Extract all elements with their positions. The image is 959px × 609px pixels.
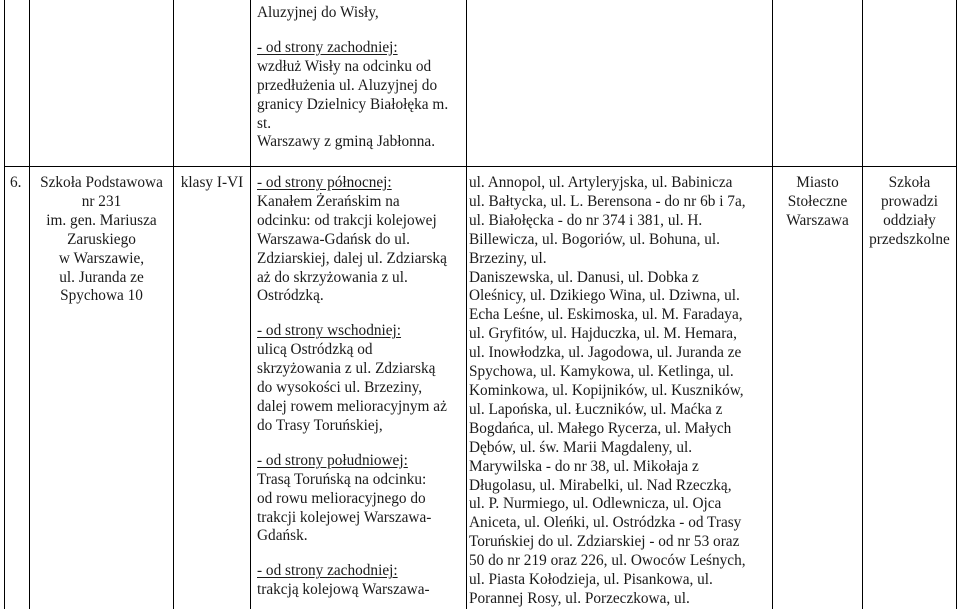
street-line: Kominkowa, ul. Kopijników, ul. Kuszników, [469,381,744,399]
street-line: ul. Lapońska, ul. Łuczników, ul. Maćka z [469,400,723,418]
north-line: Warszawa-Gdańsk do ul. [257,230,410,248]
grid-line-col4 [466,0,467,609]
top-boundary-cell [257,4,462,152]
row-number: 6. [10,174,22,191]
notes-line: przedszkolne [869,230,950,248]
street-line: ul. Bałtycka, ul. L. Berensona - do nr 6b i 7a, [469,192,746,210]
south-line: Gdańsk. [257,527,308,545]
street-line: Porannej Rosy, ul. Porzeczkowa, ul. [469,589,690,607]
school-line: Zaruskiego [67,230,136,248]
notes-cell [863,174,956,250]
body-line: Miasto [796,174,839,191]
notes-line: Szkoła [888,174,931,191]
top-west-line: st. [257,114,272,132]
street-line: Marywilska - do nr 38, ul. Mikołaja z [469,457,699,475]
street-line: ul. P. Nurmiego, ul. Odlewnicza, ul. Ojca [469,495,722,513]
street-line: Dębów, ul. św. Marii Magdaleny, ul. [469,438,693,456]
street-line: ul. Gryfitów, ul. Hajduczka, ul. M. Hemara, [469,325,737,343]
streets-cell [469,174,771,609]
school-line: Szkoła Podstawowa [40,174,163,191]
street-line: Echa Leśne, ul. Eskimoska, ul. M. Faradaya, [469,306,743,324]
street-line: Brzeziny, ul. [469,249,547,267]
north-line: Ostródzką. [257,287,324,305]
classes-cell: klasy I-VI [180,174,244,191]
street-line: 50 do nr 219 oraz 226, ul. Owoców Leśnych, [469,552,746,570]
top-west-line: wzdłuż Wisły na odcinku od [257,57,432,75]
street-line: Bogdańca, ul. Małego Rycerza, ul. Małych [469,419,732,437]
north-line: Kanałem Żerańskim na [257,192,400,210]
north-line: Zdziarskiej, dalej ul. Zdziarską [257,249,447,267]
south-line: od rowu melioracyjnego do [257,489,426,507]
north-heading: - od strony północnej: [257,174,392,191]
street-line: ul. Piasta Kołodzieja, ul. Pisankowa, ul. [469,571,713,589]
south-line: Trasą Toruńską na odcinku: [257,470,427,488]
north-line: odcinku: od trakcji kolejowej [257,211,437,229]
grid-line-col5 [772,0,773,609]
grid-line-row-divider [4,166,957,167]
street-line: Aniceta, ul. Oleńki, ul. Ostródzka - od Trasy [469,514,742,532]
school-line: Spychowa 10 [60,287,143,305]
body-line: Warszawa [786,211,849,229]
top-line: Aluzyjnej do Wisły, [257,4,379,21]
street-line: Daniszewska, ul. Danusi, ul. Dobka z [469,268,699,286]
boundaries-cell [257,174,465,600]
street-line: ul. Inowłodzka, ul. Jagodowa, ul. Juranda ze [469,344,742,362]
street-line: Toruńskiej do ul. Zdziarskiej - od nr 53 oraz [469,533,740,551]
street-line: ul. Białołęcka - do nr 374 i 381, ul. H. [469,211,703,229]
grid-line-col3 [250,0,251,609]
street-line: Oleśnicy, ul. Dzikiego Wina, ul. Dziwna, ul. [469,287,740,305]
east-line: dalej rowem melioracyjnym aż [257,397,447,415]
notes-line: prowadzi [881,192,938,210]
top-west-line: przedłużenia ul. Aluzyjnej do [257,76,438,94]
east-line: ulicą Ostródzką od [257,341,373,359]
south-heading: - od strony południowej: [257,451,408,469]
top-west-line: Warszawy z gminą Jabłonna. [257,133,436,151]
east-line: do Trasy Toruńskiej, [257,416,383,434]
east-line: skrzyżowania z ul. Zdziarską [257,360,436,378]
notes-line: oddziały [883,211,936,229]
grid-line-left-border [4,0,5,609]
street-line: Długolasu, ul. Mirabelki, ul. Nad Rzeczką, [469,476,732,494]
street-line: Billewicza, ul. Bogoriów, ul. Bohuna, ul. [469,230,720,248]
governing-body-cell [773,174,862,231]
east-line: do wysokości ul. Brzeziny, [257,379,423,397]
west-heading-top: - od strony zachodniej: [257,38,398,56]
body-line: Stołeczne [787,192,848,210]
school-line: ul. Juranda ze [59,268,144,286]
east-heading: - od strony wschodniej: [257,322,402,340]
west-line: trakcją kolejową Warszawa- [257,581,430,599]
grid-line-col6 [862,0,863,609]
north-line: aż do skrzyżowania z ul. [257,268,408,286]
school-line: w Warszawie, [58,249,145,267]
top-west-line: granicy Dzielnicy Białołęka m. [257,95,449,113]
grid-line-right-border [956,0,957,609]
west-heading: - od strony zachodniej: [257,562,398,580]
street-line: ul. Annopol, ul. Artyleryjska, ul. Babinicza [469,174,733,191]
school-name-cell [30,174,173,306]
street-line: Spychowa, ul. Kamykowa, ul. Ketlinga, ul. [469,363,734,381]
school-line: nr 231 [81,192,122,210]
grid-line-col2 [173,0,174,609]
south-line: trakcji kolejowej Warszawa- [257,508,432,526]
school-line: im. gen. Mariusza [46,211,157,229]
